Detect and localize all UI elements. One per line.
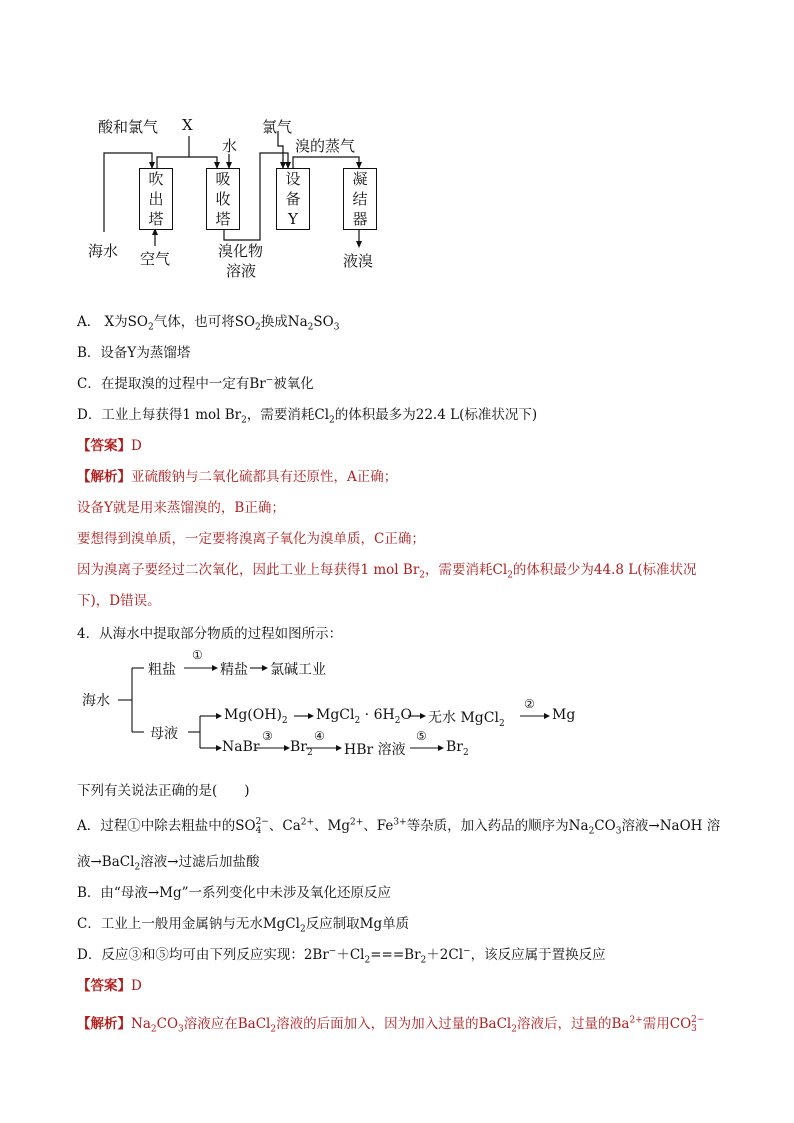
q3-a-letter: A． <box>77 314 101 330</box>
q4-option-a-line1 <box>77 814 720 837</box>
flow-mgoh2-t: Mg(OH) <box>224 707 282 723</box>
q4-question: 下列有关说法正确的是( ) <box>77 783 250 799</box>
q4-d-t3: ===Br <box>370 947 421 963</box>
q3-a-t1: X为SO <box>104 314 148 330</box>
q3-a-t2: 气体，也可将SO <box>153 314 256 330</box>
q3-answer-tag: 【答案】 <box>77 438 131 454</box>
flow-anhydrous-s: 2 <box>498 718 505 729</box>
q4-a-sup: 2− <box>255 816 269 827</box>
q4-stem: 4．从海水中提取部分物质的过程如图所示： <box>77 626 343 642</box>
q4-option-d <box>77 943 606 966</box>
box1-line2: 出 <box>148 190 164 208</box>
label-x: X <box>182 116 193 134</box>
q4-analysis <box>77 1012 704 1035</box>
q4-d-t5: ，该反应属于置换反应 <box>470 947 606 963</box>
flow-anhydrous-mgcl2 <box>428 707 505 729</box>
q3-analysis-2: 设备Y就是用来蒸馏溴的，B正确； <box>77 500 285 516</box>
q3-b-letter: B． <box>77 345 101 361</box>
q3-analysis-3: 要想得到溴单质，一定要将溴离子氧化为溴单质，C正确； <box>77 531 425 547</box>
q3-d-s1: 2 <box>241 415 247 426</box>
q3-a-t4: SO <box>313 314 334 330</box>
q3-a4-t1: 因为溴离子要经过二次氧化，因此工业上每获得1 mol Br <box>77 562 420 578</box>
label-liquid-bromine: 液溴 <box>343 252 374 270</box>
q4-a-t3: 、Mg <box>314 818 350 834</box>
q3-analysis-line1: 亚硫酸钠与二氧化硫都具有还原性，A正确； <box>131 469 398 485</box>
q3-answer-value: D <box>131 438 142 454</box>
flow-br2-1 <box>290 739 313 758</box>
q4-answer-value: D <box>131 978 142 994</box>
q3-c-t1: 在提取溴的过程中一定有Br <box>100 376 266 392</box>
flow-mgcl2-hydrate <box>316 707 412 726</box>
box2-line2: 收 <box>215 190 231 208</box>
q4-an-t1: Na <box>131 1016 151 1032</box>
q3-a-s4: 3 <box>333 322 340 333</box>
q4-a-sup2: 2+ <box>300 817 315 828</box>
box4-line2: 结 <box>352 190 368 208</box>
q4-d-t1: D．反应③和⑤均可由下列反应实现：2Br <box>77 947 329 963</box>
q4-a-sub: 4 <box>255 825 262 836</box>
flow-refined-salt: 精盐 <box>220 662 248 678</box>
q4-a-t2: 、Ca <box>268 818 301 834</box>
q4-an-s1: 2 <box>150 1024 157 1035</box>
q4-a-sup4: 3+ <box>393 817 407 828</box>
q3-analysis-tag: 【解析】 <box>77 469 131 485</box>
q3-a4-t3: 的体积最少为44.8 L(标准状况 <box>512 562 697 578</box>
label-air: 空气 <box>140 250 171 268</box>
label-bromide-2: 溶液 <box>226 262 257 280</box>
q4-c-sub: 2 <box>299 924 306 935</box>
q4-d-sup1: − <box>328 946 337 957</box>
flow-step1: ① <box>192 648 203 662</box>
q4-a2-sub: 2 <box>134 862 141 873</box>
q4-d-sub2: 2 <box>420 955 427 966</box>
flow-hydrate-o: O <box>400 707 412 723</box>
q4-an-t3: 溶液应在BaCl <box>183 1016 271 1032</box>
label-chlorine: 氯气 <box>262 118 293 136</box>
q3-d-s2: 2 <box>329 415 335 426</box>
flow-hydrate-t: · 6H <box>360 707 395 723</box>
flow-hydrate-s: 2 <box>394 715 401 726</box>
flow-br2-1-s: 2 <box>306 747 313 758</box>
flow-mgcl2-t: MgCl <box>316 707 355 723</box>
q4-an-s3: 2 <box>270 1024 277 1035</box>
flow-br2-2-s: 2 <box>462 747 469 758</box>
q4-an-sup6: 2− <box>691 1014 705 1025</box>
q3-analysis-5: 下)，D错误。 <box>77 593 161 609</box>
box2-line1: 吸 <box>215 170 231 188</box>
q4-d-t4: ＋2Cl <box>426 947 464 963</box>
q4-a-ion <box>256 818 269 836</box>
q4-option-b: B．由“母液→Mg”一系列变化中未涉及氧化还原反应 <box>77 885 391 901</box>
q4-answer <box>77 974 142 994</box>
q4-a-sub6: 3 <box>615 826 622 837</box>
flow-nabr: NaBr <box>222 739 260 755</box>
q3-c-t2: 被氧化 <box>273 376 314 392</box>
flow-step4: ④ <box>314 729 325 743</box>
flow-step5: ⑤ <box>416 729 427 743</box>
box4-line3: 器 <box>352 210 368 228</box>
q4-a-t1: A．过程①中除去粗盐中的SO <box>77 818 256 834</box>
q3-d-letter: D． <box>77 407 102 423</box>
flow-anhydrous-t: 无水 MgCl <box>428 710 499 726</box>
q4-analysis-text <box>131 1014 705 1035</box>
q3-a4-t2: ，需要消耗Cl <box>425 562 508 578</box>
q4-c-t2: 反应制取Mg单质 <box>305 916 410 932</box>
q3-a-s3: 2 <box>307 322 314 333</box>
q4-an-sub6: 3 <box>691 1023 697 1034</box>
q4-an-s4: 2 <box>511 1024 517 1035</box>
q4-c-t1: C．工业上一般用金属钠与无水MgCl <box>77 916 300 932</box>
q4-an-t5: 溶液后，过量的Ba <box>516 1016 630 1032</box>
q4-a-sup3: 2+ <box>350 817 364 828</box>
q4-analysis-tag: 【解析】 <box>77 1016 131 1032</box>
q4-an-sup5: 2+ <box>629 1015 643 1026</box>
flow-mother-liquor: 母液 <box>150 726 178 742</box>
label-water: 水 <box>222 137 238 155</box>
q4-d-sup2: − <box>463 946 471 957</box>
q3-d-t3: 的体积最多为22.4 L(标准状况下) <box>334 407 538 423</box>
q4-an-t2: CO <box>156 1016 179 1032</box>
label-acid-chlorine: 酸和氯气 <box>98 118 159 136</box>
q3-a-s1: 2 <box>147 322 154 333</box>
flow-br2-1-t: Br <box>290 739 307 755</box>
flow-seawater: 海水 <box>82 693 110 709</box>
q3-a4-s2: 2 <box>507 570 513 581</box>
q3-a-t3: 换成Na <box>260 314 308 330</box>
flow-br2-2 <box>446 739 469 758</box>
flow-mgcl2-s: 2 <box>354 715 361 726</box>
q4-an-t6: 需用CO <box>642 1016 692 1032</box>
label-bromide-1: 溴化物 <box>218 242 264 260</box>
q4-a-sub5: 2 <box>588 826 595 837</box>
q3-a4-s1: 2 <box>419 570 426 581</box>
q4-a-t6: CO <box>594 818 616 834</box>
flow-mgoh2-s: 2 <box>281 715 288 726</box>
box1-line3: 塔 <box>148 210 164 228</box>
flow-mgoh2 <box>224 707 288 726</box>
flow-crude-salt: 粗盐 <box>148 662 176 678</box>
flow-chlor-alkali: 氯碱工业 <box>270 662 326 678</box>
q3-c-sup: − <box>265 375 274 386</box>
label-bromine-vapor: 溴的蒸气 <box>295 137 356 155</box>
q4-d-t2: ＋Cl <box>336 947 365 963</box>
box3-line2: 备 <box>285 190 301 208</box>
q4-a-t5: 等杂质，加入药品的顺序为Na <box>406 818 589 834</box>
box3-line3: Y <box>288 210 298 228</box>
q4-an-s2: 3 <box>178 1024 184 1035</box>
q4-answer-tag: 【答案】 <box>77 978 131 994</box>
q3-a-s2: 2 <box>255 322 261 333</box>
box1-line1: 吹 <box>148 170 164 188</box>
q3-c-letter: C． <box>77 376 101 392</box>
q3-b-text: 设备Y为蒸馏塔 <box>100 345 191 361</box>
box4-line1: 凝 <box>352 170 368 188</box>
q4-option-c <box>77 912 409 935</box>
q3-d-t1: 工业上每获得1 mol Br <box>101 407 242 423</box>
q4-option-a-line2 <box>77 850 259 873</box>
flow-step3: ③ <box>262 729 273 743</box>
q4-a-t4: 、Fe <box>363 818 394 834</box>
flow-br2-2-t: Br <box>446 739 463 755</box>
flow-step2: ② <box>524 697 535 711</box>
q4-d-sub1: 2 <box>364 955 371 966</box>
q4-an-ion <box>691 1016 704 1034</box>
flow-mg: Mg <box>552 707 576 723</box>
box3-line1: 设 <box>285 170 301 188</box>
q4-a2-t2: 溶液→过滤后加盐酸 <box>140 854 260 870</box>
q4-a-t7: 溶液→NaOH 溶 <box>621 818 721 834</box>
q3-d-t2: ，需要消耗Cl <box>246 407 330 423</box>
box2-line3: 塔 <box>215 210 231 228</box>
label-seawater: 海水 <box>88 242 119 260</box>
flow-hbr: HBr 溶液 <box>344 742 406 758</box>
q4-an-t4: 溶液的后面加入，因为加入过量的BaCl <box>276 1016 512 1032</box>
q4-a2-t1: 液→BaCl <box>77 854 135 870</box>
